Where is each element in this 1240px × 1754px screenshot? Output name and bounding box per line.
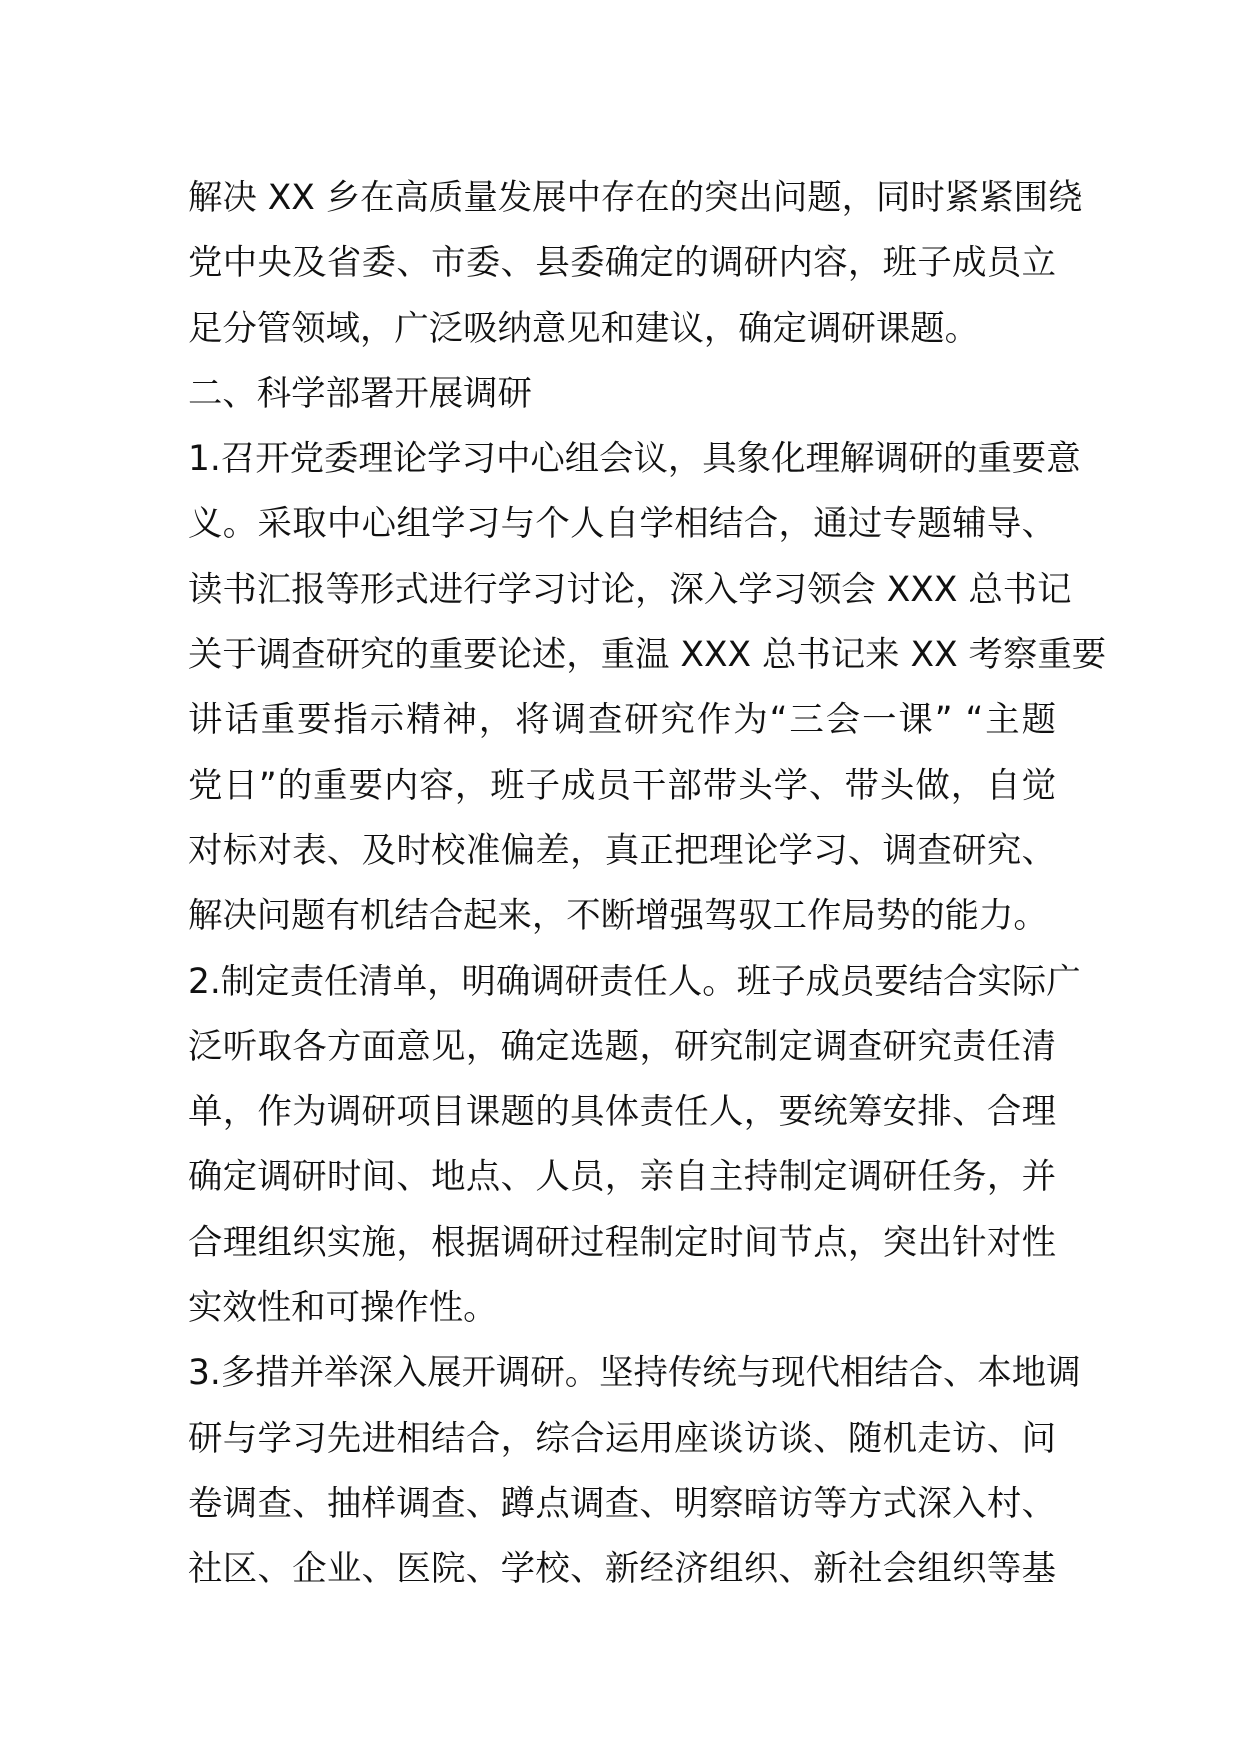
paragraph-line: 研与学习先进相结合，综合运用座谈访谈、随机走访、问 [188,1418,1056,1459]
paragraph-line: 党日”的重要内容，班子成员干部带头学、带头做，自觉 [188,765,1056,806]
paragraph-line: 解决问题有机结合起来，不断增强驾驭工作局势的能力。 [188,896,1048,937]
paragraph-line: 党中央及省委、市委、县委确定的调研内容，班子成员立 [188,243,1056,284]
document-body [188,166,1107,1603]
paragraph-line: 社区、企业、医院、学校、新经济组织、新社会组织等基 [188,1549,1056,1590]
paragraph-line: 讲话重要指示精神，将调查研究作为“三会一课” “主题 [188,700,1056,741]
paragraph-line: 确定调研时间、地点、人员，亲自主持制定调研任务，并 [188,1157,1056,1198]
paragraph-line: 1.召开党委理论学习中心组会议，具象化理解调研的重要意 [188,439,1081,480]
paragraph-line: 3.多措并举深入展开调研。坚持传统与现代相结合、本地调 [188,1353,1081,1394]
paragraph-line: 2.制定责任清单，明确调研责任人。班子成员要结合实际广 [188,961,1081,1002]
paragraph-line: 解决 XX 乡在高质量发展中存在的突出问题，同时紧紧围绕 [188,178,1083,218]
paragraph-line: 泛听取各方面意见，确定选题，研究制定调查研究责任清 [188,1026,1056,1067]
paragraph-line: 合理组织实施，根据调研过程制定时间节点，突出针对性 [188,1222,1056,1263]
paragraph-line: 足分管领域，广泛吸纳意见和建议，确定调研课题。 [188,308,979,349]
paragraph-line: 实效性和可操作性。 [188,1288,498,1329]
paragraph-line: 单，作为调研项目课题的具体责任人，要统筹安排、合理 [188,1092,1056,1133]
paragraph-line: 卷调查、抽样调查、蹲点调查、明察暗访等方式深入村、 [188,1483,1056,1524]
paragraph-line: 关于调查研究的重要论述，重温 XXX 总书记来 XX 考察重要 [188,635,1107,676]
section-heading: 二、科学部署开展调研 [188,373,532,414]
paragraph-line: 义。采取中心组学习与个人自学相结合，通过专题辅导、 [188,504,1056,545]
paragraph-line: 对标对表、及时校准偏差，真正把理论学习、调查研究、 [188,830,1056,871]
paragraph-line: 读书汇报等形式进行学习讨论，深入学习领会 XXX 总书记 [188,569,1072,610]
